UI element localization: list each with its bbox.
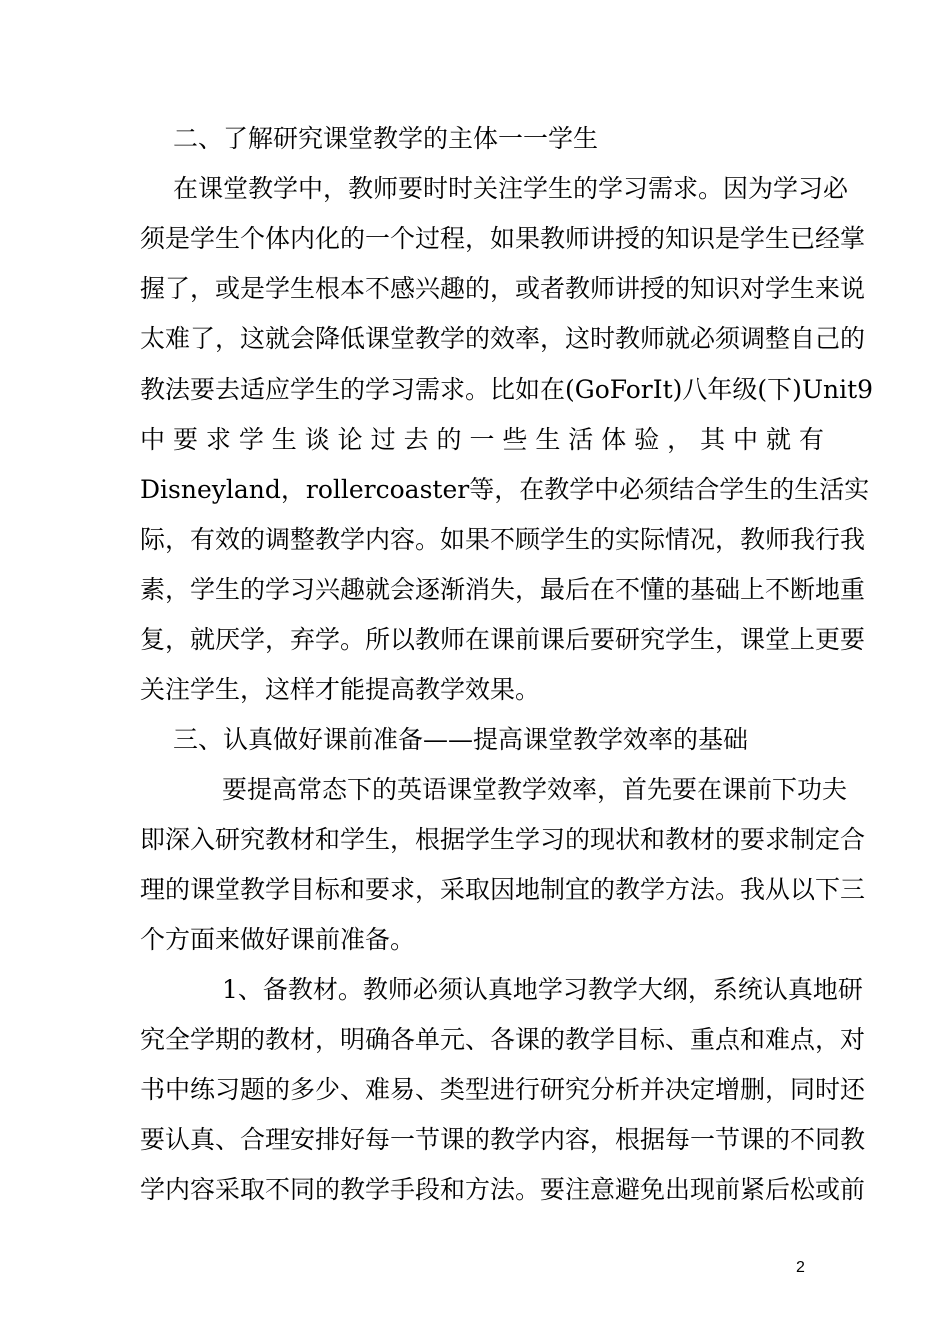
paragraph-line: 究全学期的教材，明确各单元、各课的教学目标、重点和难点，对 xyxy=(140,1025,866,1054)
paragraph-line: 即深入研究教材和学生，根据学生学习的现状和教材的要求制定合 xyxy=(140,825,866,854)
page-number: 2 xyxy=(796,1259,805,1276)
section-heading: 二、了解研究课堂教学的主体一一学生 xyxy=(173,124,599,153)
paragraph-line: 关注学生，这样才能提高教学效果。 xyxy=(140,675,541,704)
paragraph-line: 个方面来做好课前准备。 xyxy=(140,925,416,954)
paragraph-line: 要认真、合理安排好每一节课的教学内容，根据每一节课的不同教 xyxy=(140,1125,866,1154)
paragraph-line: 理的课堂教学目标和要求，采取因地制宜的教学方法。我从以下三 xyxy=(140,875,866,904)
paragraph-line: 在课堂教学中，教师要时时关注学生的学习需求。因为学习必 xyxy=(173,174,849,203)
paragraph-line: 握了，或是学生根本不感兴趣的，或者教师讲授的知识对学生来说 xyxy=(140,274,866,303)
paragraph-line: 1、备教材。教师必须认真地学习教学大纲，系统认真地研 xyxy=(222,975,863,1004)
paragraph-line: 要提高常态下的英语课堂教学效率，首先要在课前下功夫 xyxy=(222,775,848,804)
paragraph-line: 中 要 求 学 生 谈 论 过 去 的 一 些 生 活 体 验 ， 其 中 就 有 xyxy=(140,425,824,454)
paragraph-line: 教法要去适应学生的学习需求。比如在(GoForIt)八年级(下)Unit9 xyxy=(140,375,874,404)
paragraph-line: 须是学生个体内化的一个过程，如果教师讲授的知识是学生已经掌 xyxy=(140,224,866,253)
paragraph-line: 书中练习题的多少、难易、类型进行研究分析并决定增删，同时还 xyxy=(140,1075,866,1104)
paragraph-line: 学内容采取不同的教学手段和方法。要注意避免出现前紧后松或前 xyxy=(140,1175,866,1204)
paragraph-line: 复，就厌学，弃学。所以教师在课前课后要研究学生，课堂上更要 xyxy=(140,625,866,654)
paragraph-line: 太难了，这就会降低课堂教学的效率，这时教师就必须调整自己的 xyxy=(140,324,866,353)
section-heading: 三、认真做好课前准备——提高课堂教学效率的基础 xyxy=(173,725,749,754)
paragraph-line: 素，学生的学习兴趣就会逐渐消失，最后在不懂的基础上不断地重 xyxy=(140,575,866,604)
paragraph-line: Disneyland，rollercoaster等，在教学中必须结合学生的生活实 xyxy=(140,475,870,504)
paragraph-line: 际，有效的调整教学内容。如果不顾学生的实际情况，教师我行我 xyxy=(140,525,866,554)
